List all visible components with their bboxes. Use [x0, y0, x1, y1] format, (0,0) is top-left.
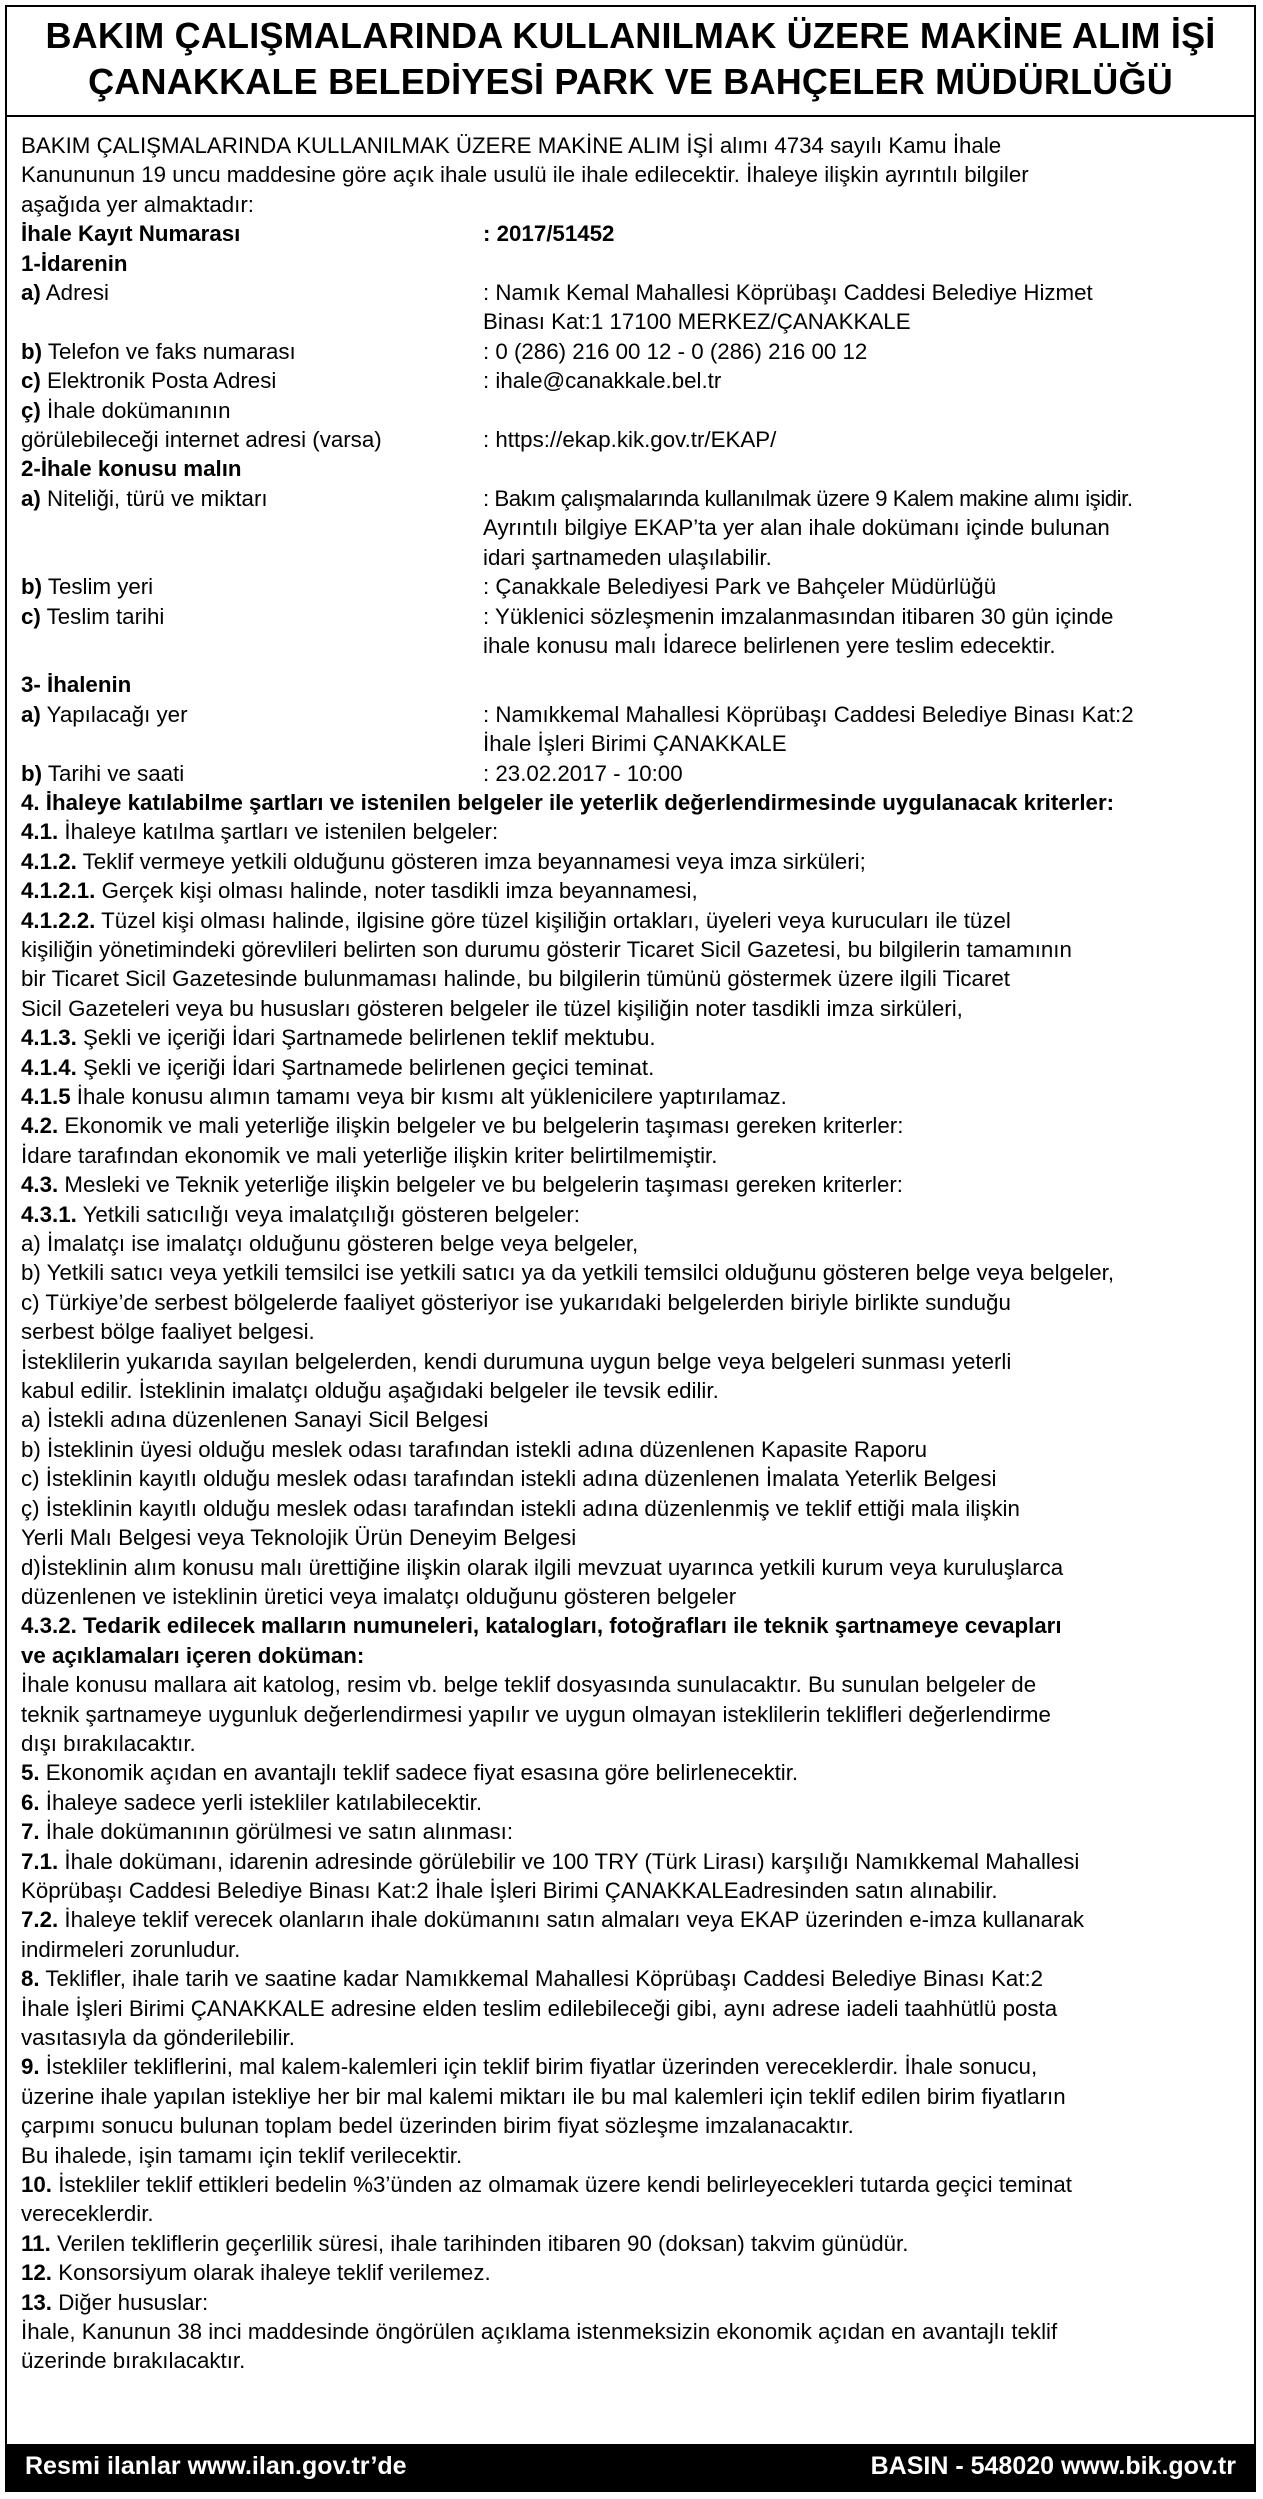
body-line [21, 2111, 1242, 2140]
item-text: İhaleye teklif verecek olanların ihale dokümanını satın almaları veya EKAP üzerinden e-imza kullanarak [58, 1907, 1084, 1933]
item-text: çarpımı sonucu bulunan toplam bedel üzerinden birim fiyat sözleşme imzalanacaktır. [21, 2113, 854, 2139]
s2-nature-row-cont [21, 543, 1242, 572]
body-line [21, 2141, 1242, 2170]
body-line [21, 1876, 1242, 1905]
announcement-body [21, 131, 1242, 2376]
s1-phone-row [21, 337, 1242, 366]
item-text: Teklif vermeye yetkili olduğunu gösteren imza beyannamesi veya imza sirküleri; [76, 848, 866, 874]
item-text: d)İsteklinin alım konusu malı ürettiğine ilişkin olarak ilgili mevzuat uyarınca yetkili kurum veya kuruluşlarca [21, 1554, 1064, 1580]
item-key: 4.1.3. [21, 1025, 77, 1051]
item-text: ç) İsteklinin kayıtlı olduğu meslek odası tarafından istekli adına düzenlenmiş ve teklif ettiği mala ilişkin [21, 1495, 1020, 1521]
body-line [21, 1670, 1242, 1699]
item-value: : 23.02.2017 - 10:00 [483, 760, 683, 786]
item-key: a) [21, 701, 41, 727]
item-text: İhaleye katılma şartları ve istenilen belgeler: [58, 819, 499, 845]
body-line [21, 994, 1242, 1023]
item-text: düzenlenen ve isteklinin üretici veya imalatçı olduğunu gösteren belgeler [21, 1583, 737, 1609]
item-key: 4.1.2. [21, 848, 77, 874]
body-line [21, 1111, 1242, 1140]
item-value: idari şartnameden ulaşılabilir. [483, 544, 772, 570]
item-key: 11. [21, 2230, 51, 2256]
body-line [21, 1376, 1242, 1405]
item-value: Ayrıntılı bilgiye EKAP’ta yer alan ihale dokümanı içinde bulunan [483, 515, 1110, 541]
item-value: : ihale@canakkale.bel.tr [483, 368, 722, 394]
body-line [21, 1847, 1242, 1876]
item-key: 8. [21, 1966, 40, 1992]
registration-label: İhale Kayıt Numarası [21, 221, 241, 247]
item-value: İhale İşleri Birimi ÇANAKKALE [483, 731, 787, 757]
item-text: Diğer hususlar: [52, 2289, 209, 2315]
body-line [21, 1200, 1242, 1229]
item-text: indirmeleri zorunludur. [21, 1936, 241, 1962]
body-line [21, 1817, 1242, 1846]
item-text: a) İstekli adına düzenlenen Sanayi Sicil Belgesi [21, 1407, 489, 1433]
item-text: c) Türkiye’de serbest bölgelerde faaliyet gösteriyor ise yukarıdaki belgelerden biriyle birlikte sunduğu [21, 1289, 1011, 1315]
item-text: Sicil Gazeteleri veya bu hususları gösteren belgeler ile tüzel kişiliğin noter tasdikli imza sirküleri, [21, 995, 963, 1021]
body-line [21, 1347, 1242, 1376]
item-text: üzerinde bırakılacaktır. [21, 2348, 246, 2374]
item-value: : Yüklenici sözleşmenin imzalanmasından itibaren 30 gün içinde [483, 603, 1114, 629]
item-text: serbest bölge faaliyet belgesi. [21, 1319, 315, 1345]
item-text: İhaleye sadece yerli istekliler katılabilecektir. [39, 1789, 483, 1815]
item-text: Köprübaşı Caddesi Belediye Binası Kat:2 İhale İşleri Birimi ÇANAKKALEadresinden satın alınabilir. [21, 1877, 998, 1903]
item-key: 6. [21, 1789, 40, 1815]
item-key: 4.1.2.1. [21, 878, 96, 904]
item-label: Yapılacağı yer [40, 701, 188, 727]
item-text: İstekliler teklif ettikleri bedelin %3’ünden az olmamak üzere kendi belirleyecekleri tutarda geçici teminat [52, 2172, 1072, 2198]
body-line [21, 1288, 1242, 1317]
item-key: 4.3.2. Tedarik edilecek malların numuneleri, katalogları, fotoğrafları ile teknik şartnameye cevapları [21, 1613, 1062, 1639]
body-line [21, 1141, 1242, 1170]
item-text: Konsorsiyum olarak ihaleye teklif verilemez. [52, 2260, 491, 2286]
body-line [21, 2199, 1242, 2228]
body-line [21, 1729, 1242, 1758]
body-line [21, 1229, 1242, 1258]
item-text: Yetkili satıcılığı veya imalatçılığı gösteren belgeler: [76, 1201, 580, 1227]
body-line [21, 876, 1242, 905]
item-text: kişiliğin yönetimindeki görevlileri belirten son durumu gösterir Ticaret Sicil Gazetesi, bu bilgilerin tamamının [21, 936, 1072, 962]
section-2-title: 2-İhale konusu malın [21, 456, 242, 482]
s1-address-row [21, 278, 1242, 307]
item-text: Gerçek kişi olması halinde, noter tasdikli imza beyannamesi, [95, 878, 698, 904]
item-key: ve açıklamaları içeren doküman: [21, 1642, 365, 1668]
intro-line: BAKIM ÇALIŞMALARINDA KULLANILMAK ÜZERE MAKİNE ALIM İŞİ alımı 4734 sayılı Kamu İhale [21, 133, 1002, 158]
item-label: Teslim tarihi [40, 603, 165, 629]
item-text: teknik şartnameye uygunluk değerlendirmesi yapılır ve uygun olmayan isteklilerin teklifleri değerlendirme [21, 1701, 1051, 1727]
item-key: a) [21, 485, 41, 511]
item-text: Ekonomik açıdan en avantajlı teklif sadece fiyat esasına göre belirlenecektir. [39, 1760, 799, 1786]
registration-row [21, 219, 1242, 248]
item-value: : Çanakkale Belediyesi Park ve Bahçeler Müdürlüğü [483, 574, 997, 600]
item-key: c) [21, 603, 41, 629]
item-key: 4. İhaleye katılabilme şartları ve istenilen belgeler ile yeterlik değerlendirmesinde uygulanacak kriterler: [21, 789, 1115, 815]
item-text: kabul edilir. İsteklinin imalatçı olduğu aşağıdaki belgeler ile tevsik edilir. [21, 1378, 719, 1404]
item-text: Bu ihalede, işin tamamı için teklif verilecektir. [21, 2142, 463, 2168]
item-label: Niteliği, türü ve miktarı [40, 485, 268, 511]
body-line [21, 1258, 1242, 1287]
body-line [21, 1553, 1242, 1582]
item-text: dışı bırakılacaktır. [21, 1730, 196, 1756]
item-key: 10. [21, 2172, 52, 2198]
intro-line: Kanununun 19 uncu maddesine göre açık ihale usulü ile ihale edilecektir. İhaleye ilişkin ayrıntılı bilgiler [21, 162, 1029, 188]
item-text: Yerli Malı Belgesi veya Teknolojik Ürün Deneyim Belgesi [21, 1525, 577, 1551]
body-line [21, 1641, 1242, 1670]
body-line [21, 1053, 1242, 1082]
item-label: Adresi [40, 280, 109, 306]
body-line [21, 2170, 1242, 2199]
item-key: 13. [21, 2289, 52, 2315]
item-key: 4.1.5 [21, 1084, 71, 1109]
item-key: a) [21, 280, 41, 306]
item-label: Tarihi ve saati [42, 760, 185, 786]
body-line [21, 1405, 1242, 1434]
s3-date-row [21, 759, 1242, 788]
item-value: : Namıkkemal Mahallesi Köprübaşı Caddesi Belediye Binası Kat:2 [483, 701, 1134, 727]
body-line [21, 1023, 1242, 1052]
item-text: Verilen tekliflerin geçerlilik süresi, ihale tarihinden itibaren 90 (doksan) takvim günüdür. [50, 2230, 909, 2256]
body-line [21, 1582, 1242, 1611]
s2-place-row [21, 572, 1242, 601]
item-text: üzerine ihale yapılan istekliye her bir mal kalemi miktarı ile bu mal kalemleri için teklif edilen birim fiyatların [21, 2083, 1066, 2109]
item-key: 4.3.1. [21, 1201, 77, 1227]
item-key: 9. [21, 2054, 40, 2080]
item-text: Teklifler, ihale tarih ve saatine kadar Namıkkemal Mahallesi Köprübaşı Caddesi Belediye Binası Kat:2 [39, 1966, 1044, 1992]
item-key: 5. [21, 1760, 40, 1786]
s2-nature-row-cont [21, 513, 1242, 542]
section-3-title: 3- İhalenin [21, 672, 132, 698]
item-text: Ekonomik ve mali yeterliğe ilişkin belgeler ve bu belgelerin taşıması gereken kriterler: [58, 1113, 904, 1139]
item-label: Telefon ve faks numarası [42, 338, 296, 364]
s3-place-row [21, 700, 1242, 729]
item-label: görülebileceği internet adresi (varsa) [21, 427, 382, 453]
item-key: 7. [21, 1819, 40, 1845]
body-line [21, 2229, 1242, 2258]
item-text: Mesleki ve Teknik yeterliğe ilişkin belgeler ve bu belgelerin taşıması gereken kriterler: [58, 1172, 903, 1198]
s2-date-row [21, 602, 1242, 631]
body-line [21, 1758, 1242, 1787]
item-key: 4.1. [21, 819, 59, 845]
body-line [21, 1170, 1242, 1199]
item-text: İhale İşleri Birimi ÇANAKKALE adresine elden teslim edilebileceği gibi, aynı adrese iadeli taahhütlü posta [21, 1995, 1058, 2021]
item-label: İhale dokümanının [40, 397, 231, 423]
item-key: 12. [21, 2260, 52, 2286]
item-text: İdare tarafından ekonomik ve mali yeterliğe ilişkin kriter belirtilmemiştir. [21, 1142, 718, 1168]
body-line [21, 935, 1242, 964]
body-line [21, 1788, 1242, 1817]
body-line [21, 2317, 1242, 2346]
item-value: Binası Kat:1 17100 MERKEZ/ÇANAKKALE [483, 309, 911, 335]
item-key: 4.1.2.2. [21, 907, 96, 933]
item-key: 7.1. [21, 1848, 59, 1874]
s1-email-row [21, 366, 1242, 395]
item-value: : https://ekap.kik.gov.tr/EKAP/ [483, 427, 777, 453]
body-line [21, 847, 1242, 876]
item-key: c) [21, 368, 41, 394]
item-text: İhale konusu alımın tamamı veya bir kısmı alt yüklenicilere yaptırılamaz. [70, 1084, 787, 1109]
item-key: 4.1.4. [21, 1054, 77, 1080]
item-key: ç) [21, 397, 41, 423]
body-line [21, 906, 1242, 935]
item-text: İhale dokümanının görülmesi ve satın alınması: [39, 1819, 514, 1845]
body-line [21, 1994, 1242, 2023]
body-line [21, 1082, 1242, 1111]
body-line [21, 2346, 1242, 2375]
item-key: b) [21, 338, 43, 364]
item-text: Şekli ve içeriği İdari Şartnamede belirlenen geçici teminat. [76, 1054, 655, 1080]
body-line [21, 788, 1242, 817]
item-key: 4.2. [21, 1113, 59, 1139]
item-text: b) İsteklinin üyesi olduğu meslek odası tarafından istekli adına düzenlenen Kapasite Raporu [21, 1436, 928, 1462]
item-key: b) [21, 574, 43, 600]
item-text: b) Yetkili satıcı veya yetkili temsilci ise yetkili satıcı ya da yetkili temsilci olduğunu gösteren belge veya belgeler, [21, 1260, 1115, 1286]
item-text: a) İmalatçı ise imalatçı olduğunu gösteren belge veya belgeler, [21, 1231, 639, 1257]
item-value: : 0 (286) 216 00 12 - 0 (286) 216 00 12 [483, 338, 868, 364]
s1-doc-row [21, 396, 1242, 425]
s2-nature-row [21, 484, 1242, 513]
body-line [21, 817, 1242, 846]
body-line [21, 1494, 1242, 1523]
registration-value: : 2017/51452 [483, 221, 615, 247]
announcement-subtitle: ÇANAKKALE BELEDİYESİ PARK VE BAHÇELER MÜDÜRLÜĞÜ [88, 61, 1173, 102]
body-line [21, 1317, 1242, 1346]
s2-date-row-cont [21, 631, 1242, 660]
item-label: Elektronik Posta Adresi [40, 368, 277, 394]
body-line [21, 1523, 1242, 1552]
body-line [21, 2052, 1242, 2081]
item-key: 4.3. [21, 1172, 59, 1198]
body-line [21, 2288, 1242, 2317]
body-line [21, 2082, 1242, 2111]
footer-left-text: Resmi ilanlar www.ilan.gov.tr’de [25, 2452, 407, 2480]
item-key: 7.2. [21, 1907, 59, 1933]
item-text: İhale dokümanı, idarenin adresinde görülebilir ve 100 TRY (Türk Lirası) karşılığı Namıkkemal Mahallesi [58, 1848, 1080, 1874]
item-text: İsteklilerin yukarıda sayılan belgelerden, kendi durumuna uygun belge veya belgeleri sunması yeterli [21, 1348, 1012, 1374]
item-text: Tüzel kişi olması halinde, ilgisine göre tüzel kişiliğin ortakları, üyeleri veya kurucuları ile tüzel [95, 907, 1011, 933]
s1-address-row-cont [21, 307, 1242, 336]
announcement-frame [5, 5, 1256, 2492]
announcement-header [7, 7, 1254, 117]
section-1-title: 1-İdarenin [21, 250, 128, 276]
body-line [21, 1464, 1242, 1493]
body-line [21, 1435, 1242, 1464]
body-line [21, 1935, 1242, 1964]
item-label: Teslim yeri [42, 574, 154, 600]
item-text: İhale konusu mallara ait katolog, resim vb. belge teklif dosyasında sunulacaktır. Bu sunulan belgeler de [21, 1672, 1037, 1698]
item-text: vereceklerdir. [21, 2201, 154, 2227]
footer-right-text: BASIN - 548020 www.bik.gov.tr [870, 2452, 1236, 2480]
body-line [21, 1700, 1242, 1729]
body-line [21, 2258, 1242, 2287]
item-text: bir Ticaret Sicil Gazetesinde bulunmaması halinde, bu bilgilerin tümünü göstermek üzere ilgili Ticaret [21, 966, 1010, 992]
body-line [21, 1905, 1242, 1934]
body-line [21, 964, 1242, 993]
s3-place-row-cont [21, 729, 1242, 758]
body-paragraphs [21, 788, 1242, 2376]
item-value: : Namık Kemal Mahallesi Köprübaşı Caddesi Belediye Hizmet [483, 280, 1093, 306]
body-line [21, 1964, 1242, 1993]
item-text: Şekli ve içeriği İdari Şartnamede belirlenen teklif mektubu. [76, 1025, 656, 1051]
s1-doc-row-cont [21, 425, 1242, 454]
item-text: vasıtasıyla da gönderilebilir. [21, 2025, 295, 2050]
intro-line: aşağıda yer almaktadır: [21, 191, 254, 217]
body-line [21, 2023, 1242, 2052]
item-text: c) İsteklinin kayıtlı olduğu meslek odası tarafından istekli adına düzenlenen İmalata Yeterlik Belgesi [21, 1466, 997, 1492]
announcement-title: BAKIM ÇALIŞMALARINDA KULLANILMAK ÜZERE MAKİNE ALIM İŞİ [45, 15, 1216, 56]
item-text: İstekliler tekliflerini, mal kalem-kalemleri için teklif birim fiyatlar üzerinden vereceklerdir. İhale sonucu, [39, 2054, 1038, 2080]
item-value: : Bakım çalışmalarında kullanılmak üzere 9 Kalem makine alımı işidir. [483, 485, 1133, 511]
item-key: b) [21, 760, 43, 786]
item-text: İhale, Kanunun 38 inci maddesinde öngörülen açıklama istenmeksizin ekonomik açıdan en avantajlı teklif [21, 2319, 1058, 2345]
item-value: ihale konusu malı İdarece belirlenen yere teslim edecektir. [483, 632, 1056, 658]
body-line [21, 1611, 1242, 1640]
footer-bar [7, 2444, 1254, 2490]
